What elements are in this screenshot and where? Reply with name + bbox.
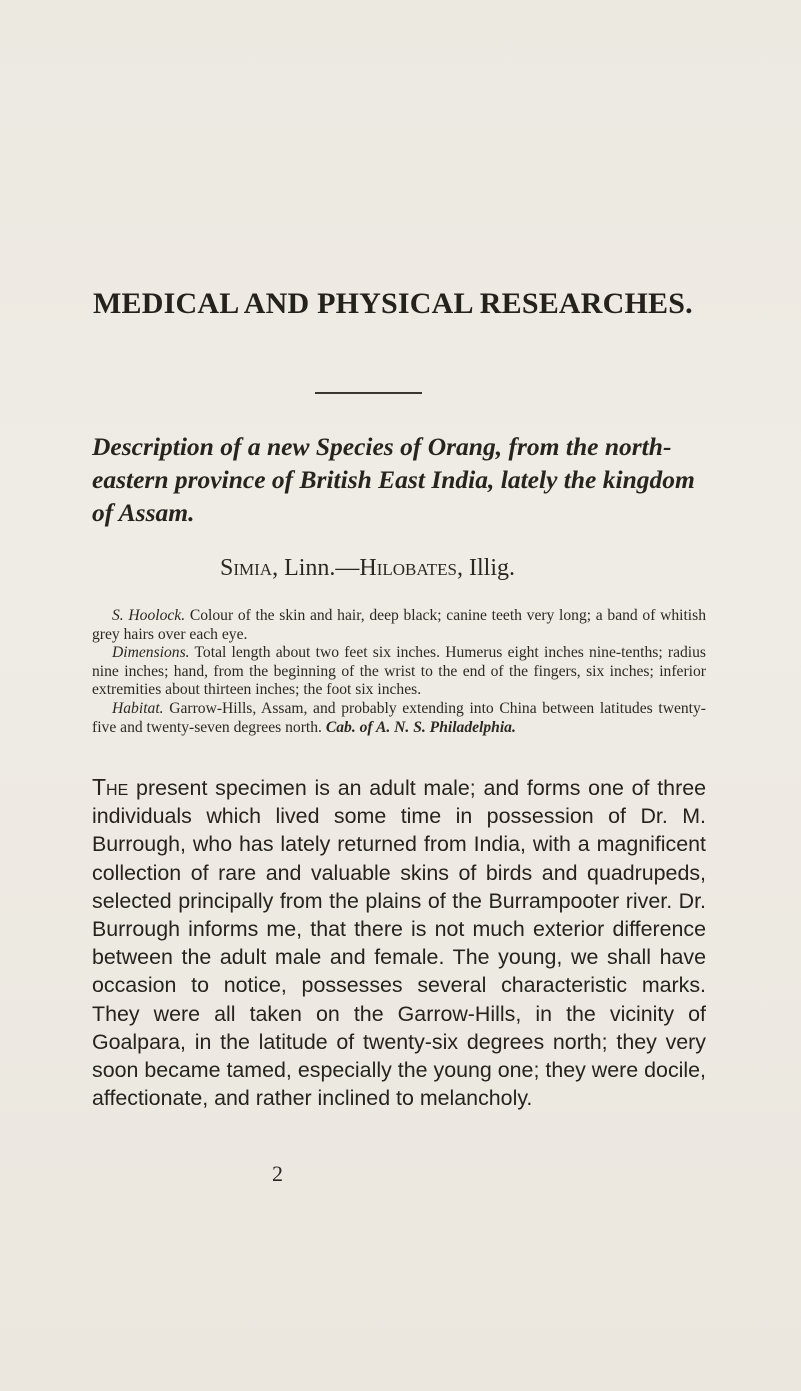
dimensions-paragraph — [92, 644, 706, 700]
habitat-text: Garrow-Hills, Assam, and probably extending into China between latitudes twenty-five and twenty-seven degrees north. — [92, 699, 706, 736]
authority-illig: Illig. — [469, 555, 515, 581]
body-text: present specimen is an adult male; and forms one of three individuals which lived some time in possession of Dr. M. Burrough, who has lately returned from India, with a magnificent collection of rare and valuable skins of birds and quadrupeds, selected principally from the plains of the Burrampooter river. Dr. Burrough informs me, that there is not much exterior difference between the adult male and female. The young, we shall have occasion to notice, possesses several characteristic marks. They were all taken on the Garrow-Hills, in the vicinity of Goalpara, in the latitude of twenty-six degrees north; they very soon became tamed, especially the young one; they were docile, affectionate, and rather inclined to melancholy. — [92, 776, 706, 1111]
authority-linn: Linn. — [284, 555, 336, 581]
habitat-label: Habitat. — [112, 699, 164, 717]
dimensions-label: Dimensions. — [112, 644, 190, 662]
article-heading: Description of a new Species of Orang, from the north-eastern province of British East India, lately the kingdom of Assam. — [92, 432, 695, 527]
taxonomy-line — [220, 555, 640, 582]
taxonomy-comma-2: , — [457, 555, 469, 581]
title-divider — [315, 392, 422, 394]
species-description — [92, 607, 706, 737]
genus-hilobates: Hilobates — [359, 555, 457, 581]
habitat-paragraph — [92, 700, 706, 737]
cabinet-reference: Cab. of A. N. S. Philadelphia. — [325, 718, 516, 736]
taxonomy-comma: , — [272, 555, 285, 581]
body-first-word: The — [92, 774, 129, 800]
dimensions-text: Total length about two feet six inches. Humerus eight inches nine-tenths; radius nine inches; hand, from the beginning of the wrist to the end of the fingers, six inches; inferior extremities about thirteen inches; the foot six inches. — [92, 644, 706, 699]
species-paragraph — [92, 607, 706, 644]
species-label: S. Hoolock. — [112, 607, 186, 624]
page-title: MEDICAL AND PHYSICAL RESEARCHES. — [93, 287, 693, 320]
body-paragraph — [92, 773, 706, 1112]
taxonomy-dash: — — [335, 555, 360, 581]
species-text: Colour of the skin and hair, deep black; canine teeth very long; a band of whitish grey hairs over each eye. — [92, 607, 706, 643]
signature-mark: 2 — [272, 1161, 283, 1186]
genus-simia: Simia — [220, 555, 273, 581]
main-paragraph — [92, 773, 706, 1112]
